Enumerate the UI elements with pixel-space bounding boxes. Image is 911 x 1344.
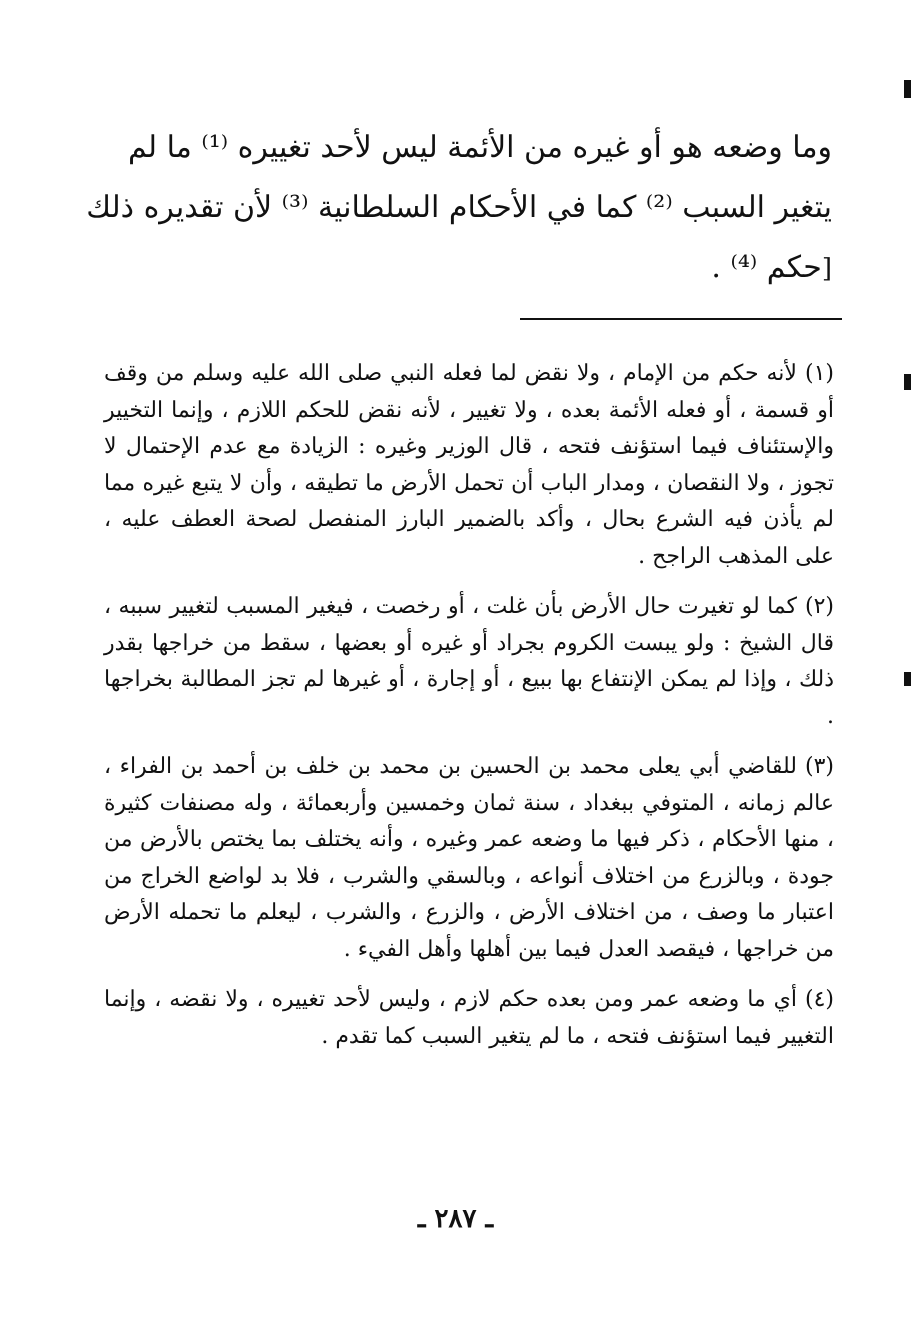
page-number: ـ ٢٨٧ ـ [417, 1204, 494, 1234]
footnote-separator [520, 318, 842, 320]
main-text [86, 118, 832, 299]
scan-edge-mark [904, 672, 911, 686]
footnote-3 [104, 749, 834, 968]
scan-edge-mark [904, 374, 911, 390]
footnote-2 [104, 589, 834, 735]
footnotes [104, 356, 834, 1069]
footnote-text: لأنه حكم من الإمام ، ولا نقض لما فعله النبي صلى الله عليه وسلم من وقف أو قسمة ، أو فعله الأئمة بعده ، ولا تغيير ، لأنه نقض للحكم اللازم ، وإنما التخيير والإستئناف فيما استؤنف فتحه ، قال الوزير وغيره : الزيادة مع عدم الإحتمال لا تجوز ، ولا النقصان ، ومدار الباب أن تحمل الأرض ما تطيقه ، وأن لا يتبع غيره مما لم يأذن فيه الشرع بحال ، وأكد بالضمير البارز المنفصل لصحة العطف عليه ، على المذهب الراجح . [104, 361, 834, 569]
footnote-1 [104, 356, 834, 575]
main-text-line-3 [104, 238, 832, 299]
footnote-number: (٢) [804, 594, 834, 619]
scan-edge-mark [904, 80, 911, 98]
footnote-text: أي ما وضعه عمر ومن بعده حكم لازم ، وليس لأحد تغييره ، ولا نقضه ، وإنما التغيير فيما استؤنف فتحه ، ما لم يتغير السبب كما تقدم . [104, 987, 834, 1049]
main-text-line-1: وما وضعه هو أو غيره من الأئمة ليس لأحد تغييره ⁽¹⁾ ما لم [127, 130, 832, 165]
footnote-4 [104, 982, 834, 1055]
footnote-text: للقاضي أبي يعلى محمد بن الحسين بن محمد بن خلف بن أحمد بن الفراء ، عالم زمانه ، المتوفي ببغداد ، سنة ثمان وخمسين وأربعمائة ، وله مصنفات كثيرة ، منها الأحكام ، ذكر فيها ما وضعه عمر وغيره ، وأنه يختلف بما يختص بالأرض من جودة ، وبالزرع من اختلاف أنواعه ، وبالسقي والشرب ، فلا بد لواضع الخراج من اعتبار ما وصف ، من اختلاف الأرض ، والزرع ، والشرب ، ليعلم ما تحمله الأرض من خراجها ، فيقصد العدل فيما بين أهلها وأهل الفيء . [104, 754, 834, 962]
footnote-number: (٤) [804, 987, 834, 1012]
footnote-text: كما لو تغيرت حال الأرض بأن غلت ، أو رخصت ، فيغير المسبب لتغيير سببه ، قال الشيخ : ولو يبست الكروم بجراد أو غيره أو بعضها ، سقط من خراجها بقدر ذلك ، وإذا لم يمكن الإنتفاع بها ببيع ، أو إجارة ، أو غيرها لم تجز المطالبة بخراجها . [104, 594, 834, 729]
footnote-number: (١) [804, 361, 834, 386]
closing-bracket: [ [821, 254, 832, 284]
footnote-number: (٣) [804, 754, 834, 779]
main-text-line-3-content: حكم ⁽⁴⁾ . [711, 250, 822, 285]
main-text-line-2: يتغير السبب ⁽²⁾ كما في الأحكام السلطانية ⁽³⁾ لأن تقديره ذلك [86, 190, 832, 225]
